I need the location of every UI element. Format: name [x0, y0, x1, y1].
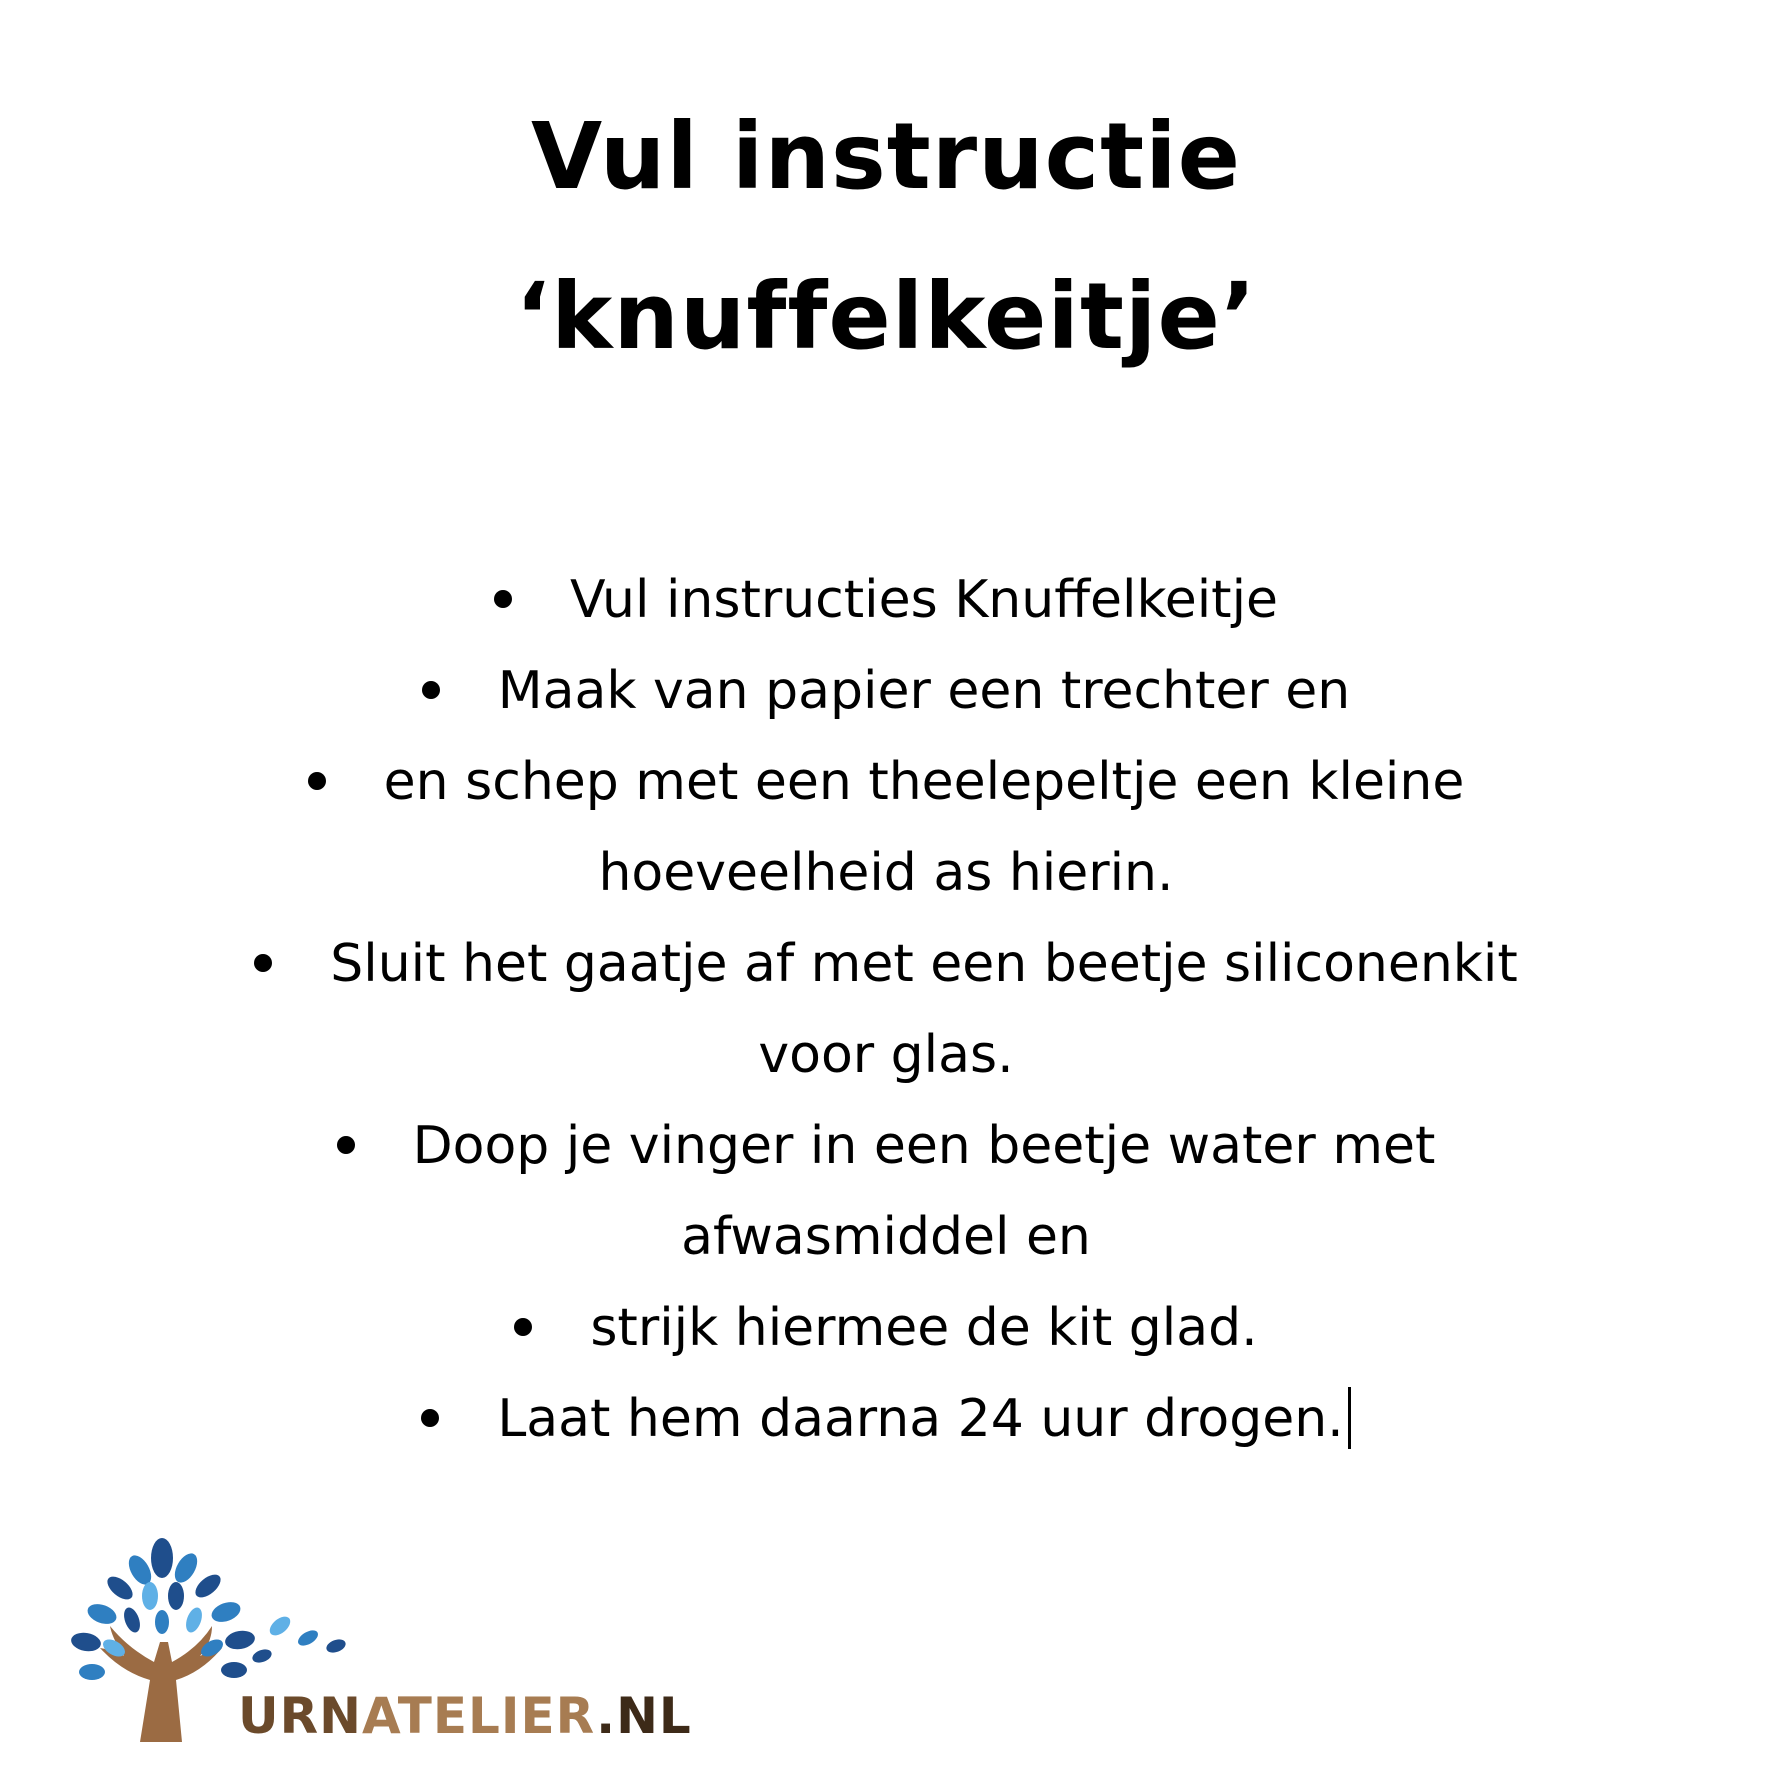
brand-name [238, 1688, 692, 1744]
instruction-item [0, 1374, 1772, 1465]
bullet-icon [421, 1409, 439, 1427]
bullet-icon [337, 1136, 355, 1154]
instruction-item [0, 1010, 1772, 1101]
instruction-text: Doop je vinger in een beetje water met [412, 1116, 1436, 1176]
instruction-item [0, 919, 1772, 1010]
instruction-text: strijk hiermee de kit glad. [590, 1298, 1258, 1358]
text-cursor [1348, 1387, 1351, 1449]
bullet-icon [514, 1318, 532, 1336]
instruction-item [0, 1192, 1772, 1283]
instruction-item [0, 1101, 1772, 1192]
bullet-icon [308, 772, 326, 790]
instruction-text: afwasmiddel en [681, 1207, 1091, 1267]
instruction-text: hoeveelheid as hierin. [598, 843, 1174, 903]
instruction-text: Vul instructies Knuffelkeitje [569, 570, 1279, 630]
page-title-line-2: ‘knuffelkeitje’ [515, 263, 1257, 370]
instruction-item [0, 1283, 1772, 1374]
brand-name-urn: URN [238, 1687, 362, 1745]
instruction-text: Laat hem daarna 24 uur drogen. [497, 1389, 1344, 1449]
instruction-text: en schep met een theelepeltje een kleine [383, 752, 1465, 812]
bullet-icon [494, 590, 512, 608]
instruction-text: Sluit het gaatje af met een beetje siliconenkit [330, 934, 1518, 994]
bullet-icon [254, 954, 272, 972]
bullet-icon [422, 681, 440, 699]
instruction-list [0, 555, 1772, 1465]
brand-logo[interactable] [62, 1530, 702, 1750]
instruction-item [0, 828, 1772, 919]
instruction-item [0, 737, 1772, 828]
instruction-text: voor glas. [758, 1025, 1014, 1085]
instruction-item [0, 646, 1772, 737]
brand-name-tld: .NL [596, 1687, 692, 1745]
brand-name-atelier: ATELIER [361, 1687, 597, 1745]
instruction-item [0, 555, 1772, 646]
instruction-text: Maak van papier een trechter en [497, 661, 1351, 721]
page-title-line-1: Vul instructie [530, 103, 1242, 210]
